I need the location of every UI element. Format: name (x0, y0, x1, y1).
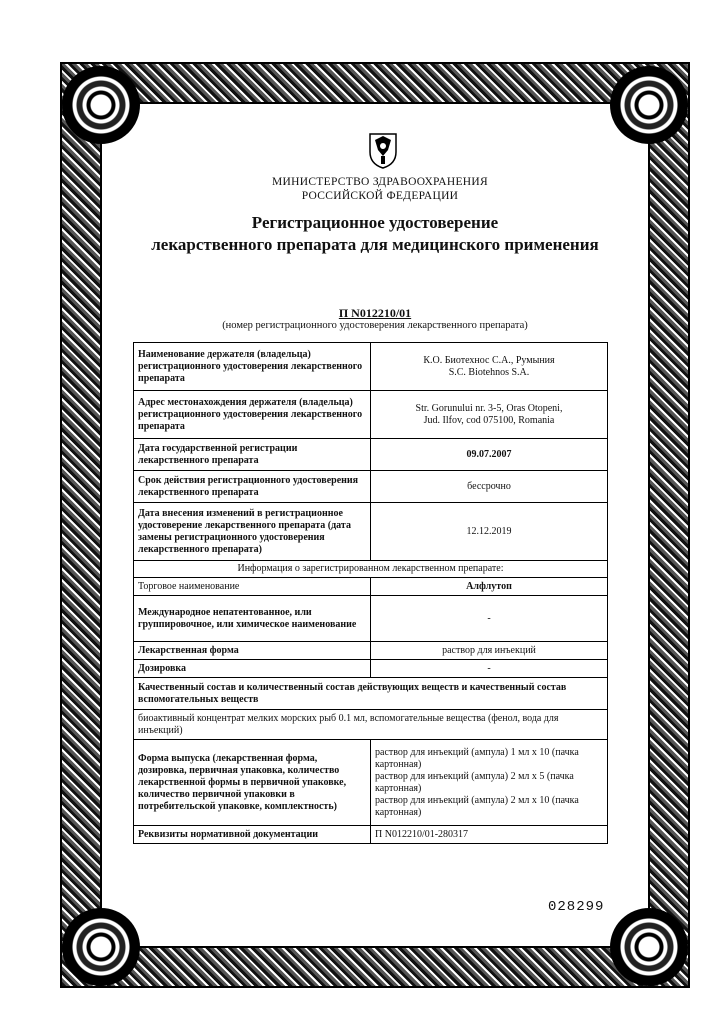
normative-docs-label: Реквизиты нормативной документации (134, 826, 371, 844)
table-row (134, 642, 608, 660)
holder-address-value (371, 391, 608, 439)
holder-name-label: Наименование держателя (владельца) регистрационного удостоверения лекарственного препарата (134, 343, 371, 391)
table-row (134, 471, 608, 503)
table-row (134, 439, 608, 471)
release-form-values (371, 740, 608, 826)
registration-number-caption: (номер регистрационного удостоверения лекарственного препарата) (222, 320, 528, 331)
validity-label: Срок действия регистрационного удостоверения лекарственного препарата (134, 471, 371, 503)
release-form-item: раствор для инъекций (ампула) 2 мл х 10 (пачка картонная) (375, 794, 579, 818)
release-form-item: раствор для инъекций (ампула) 2 мл х 5 (пачка картонная) (375, 770, 574, 794)
coat-of-arms-emblem-icon (366, 130, 400, 170)
table-row (134, 596, 608, 642)
document-title (120, 212, 630, 256)
serial-number: 028299 (548, 899, 605, 915)
ministry-name (230, 175, 530, 203)
table-row (134, 503, 608, 561)
table-row (134, 660, 608, 678)
info-header: Информация о зарегистрированном лекарственном препарате: (134, 561, 608, 578)
state-reg-date-label: Дата государственной регистрации лекарственного препарата (134, 439, 371, 471)
corner-rosette-icon (610, 66, 688, 144)
corner-rosette-icon (62, 66, 140, 144)
inn-label: Международное непатентованное, или группировочное, или химическое наименование (134, 596, 371, 642)
changes-date-value: 12.12.2019 (371, 503, 608, 561)
holder-address-line-2: Jud. Ilfov, cod 075100, Romania (423, 414, 555, 426)
registration-table (133, 342, 608, 844)
release-form-item: раствор для инъекций (ампула) 1 мл х 10 (пачка картонная) (375, 746, 579, 770)
table-row (134, 343, 608, 391)
holder-name-ru: К.О. Биотехнос С.А., Румыния (423, 354, 555, 366)
title-line-1: Регистрационное удостоверение (251, 213, 499, 232)
corner-rosette-icon (62, 908, 140, 986)
composition-header: Качественный состав и количественный состав действующих веществ и качественный состав вспомогательных веществ (134, 678, 608, 710)
table-row (134, 578, 608, 596)
table-row (134, 710, 608, 740)
composition-value: биоактивный концентрат мелких морских рыб 0.1 мл, вспомогательные вещества (фенол, вода для инъекций) (134, 710, 608, 740)
release-form-label: Форма выпуска (лекарственная форма, дозировка, первичная упаковка, количество лекарственной формы в первичной упаковке, количество первичной упаковки в потребительской упаковке, комплектность) (134, 740, 371, 826)
state-reg-date-value: 09.07.2007 (371, 439, 608, 471)
normative-docs-value: П N012210/01-280317 (371, 826, 608, 844)
changes-date-label: Дата внесения изменений в регистрационное удостоверение лекарственного препарата (дата замены регистрационного удостоверения лекарственного препарата) (134, 503, 371, 561)
holder-address-label: Адрес местонахождения держателя (владельца) регистрационного удостоверения лекарственного препарата (134, 391, 371, 439)
holder-name-value (371, 343, 608, 391)
registration-number: П N012210/01 (338, 306, 412, 320)
ministry-line-2: РОССИЙСКОЙ ФЕДЕРАЦИИ (301, 190, 459, 202)
dosage-label: Дозировка (134, 660, 371, 678)
validity-value: бессрочно (371, 471, 608, 503)
table-row (134, 678, 608, 710)
title-line-2: лекарственного препарата для медицинского применения (151, 235, 599, 254)
holder-address-line-1: Str. Gorunului nr. 3-5, Oras Otopeni, (415, 402, 563, 414)
corner-rosette-icon (610, 908, 688, 986)
holder-name-en: S.C. Biotehnos S.A. (448, 366, 530, 378)
trade-name-label: Торговое наименование (134, 578, 371, 596)
dosage-form-label: Лекарственная форма (134, 642, 371, 660)
dosage-form-value: раствор для инъекций (371, 642, 608, 660)
dosage-value: - (371, 660, 608, 678)
table-row (134, 826, 608, 844)
table-row (134, 391, 608, 439)
inn-value: - (371, 596, 608, 642)
table-row (134, 561, 608, 578)
ministry-line-1: МИНИСТЕРСТВО ЗДРАВООХРАНЕНИЯ (271, 176, 488, 188)
trade-name-value: Алфлутоп (371, 578, 608, 596)
table-row (134, 740, 608, 826)
